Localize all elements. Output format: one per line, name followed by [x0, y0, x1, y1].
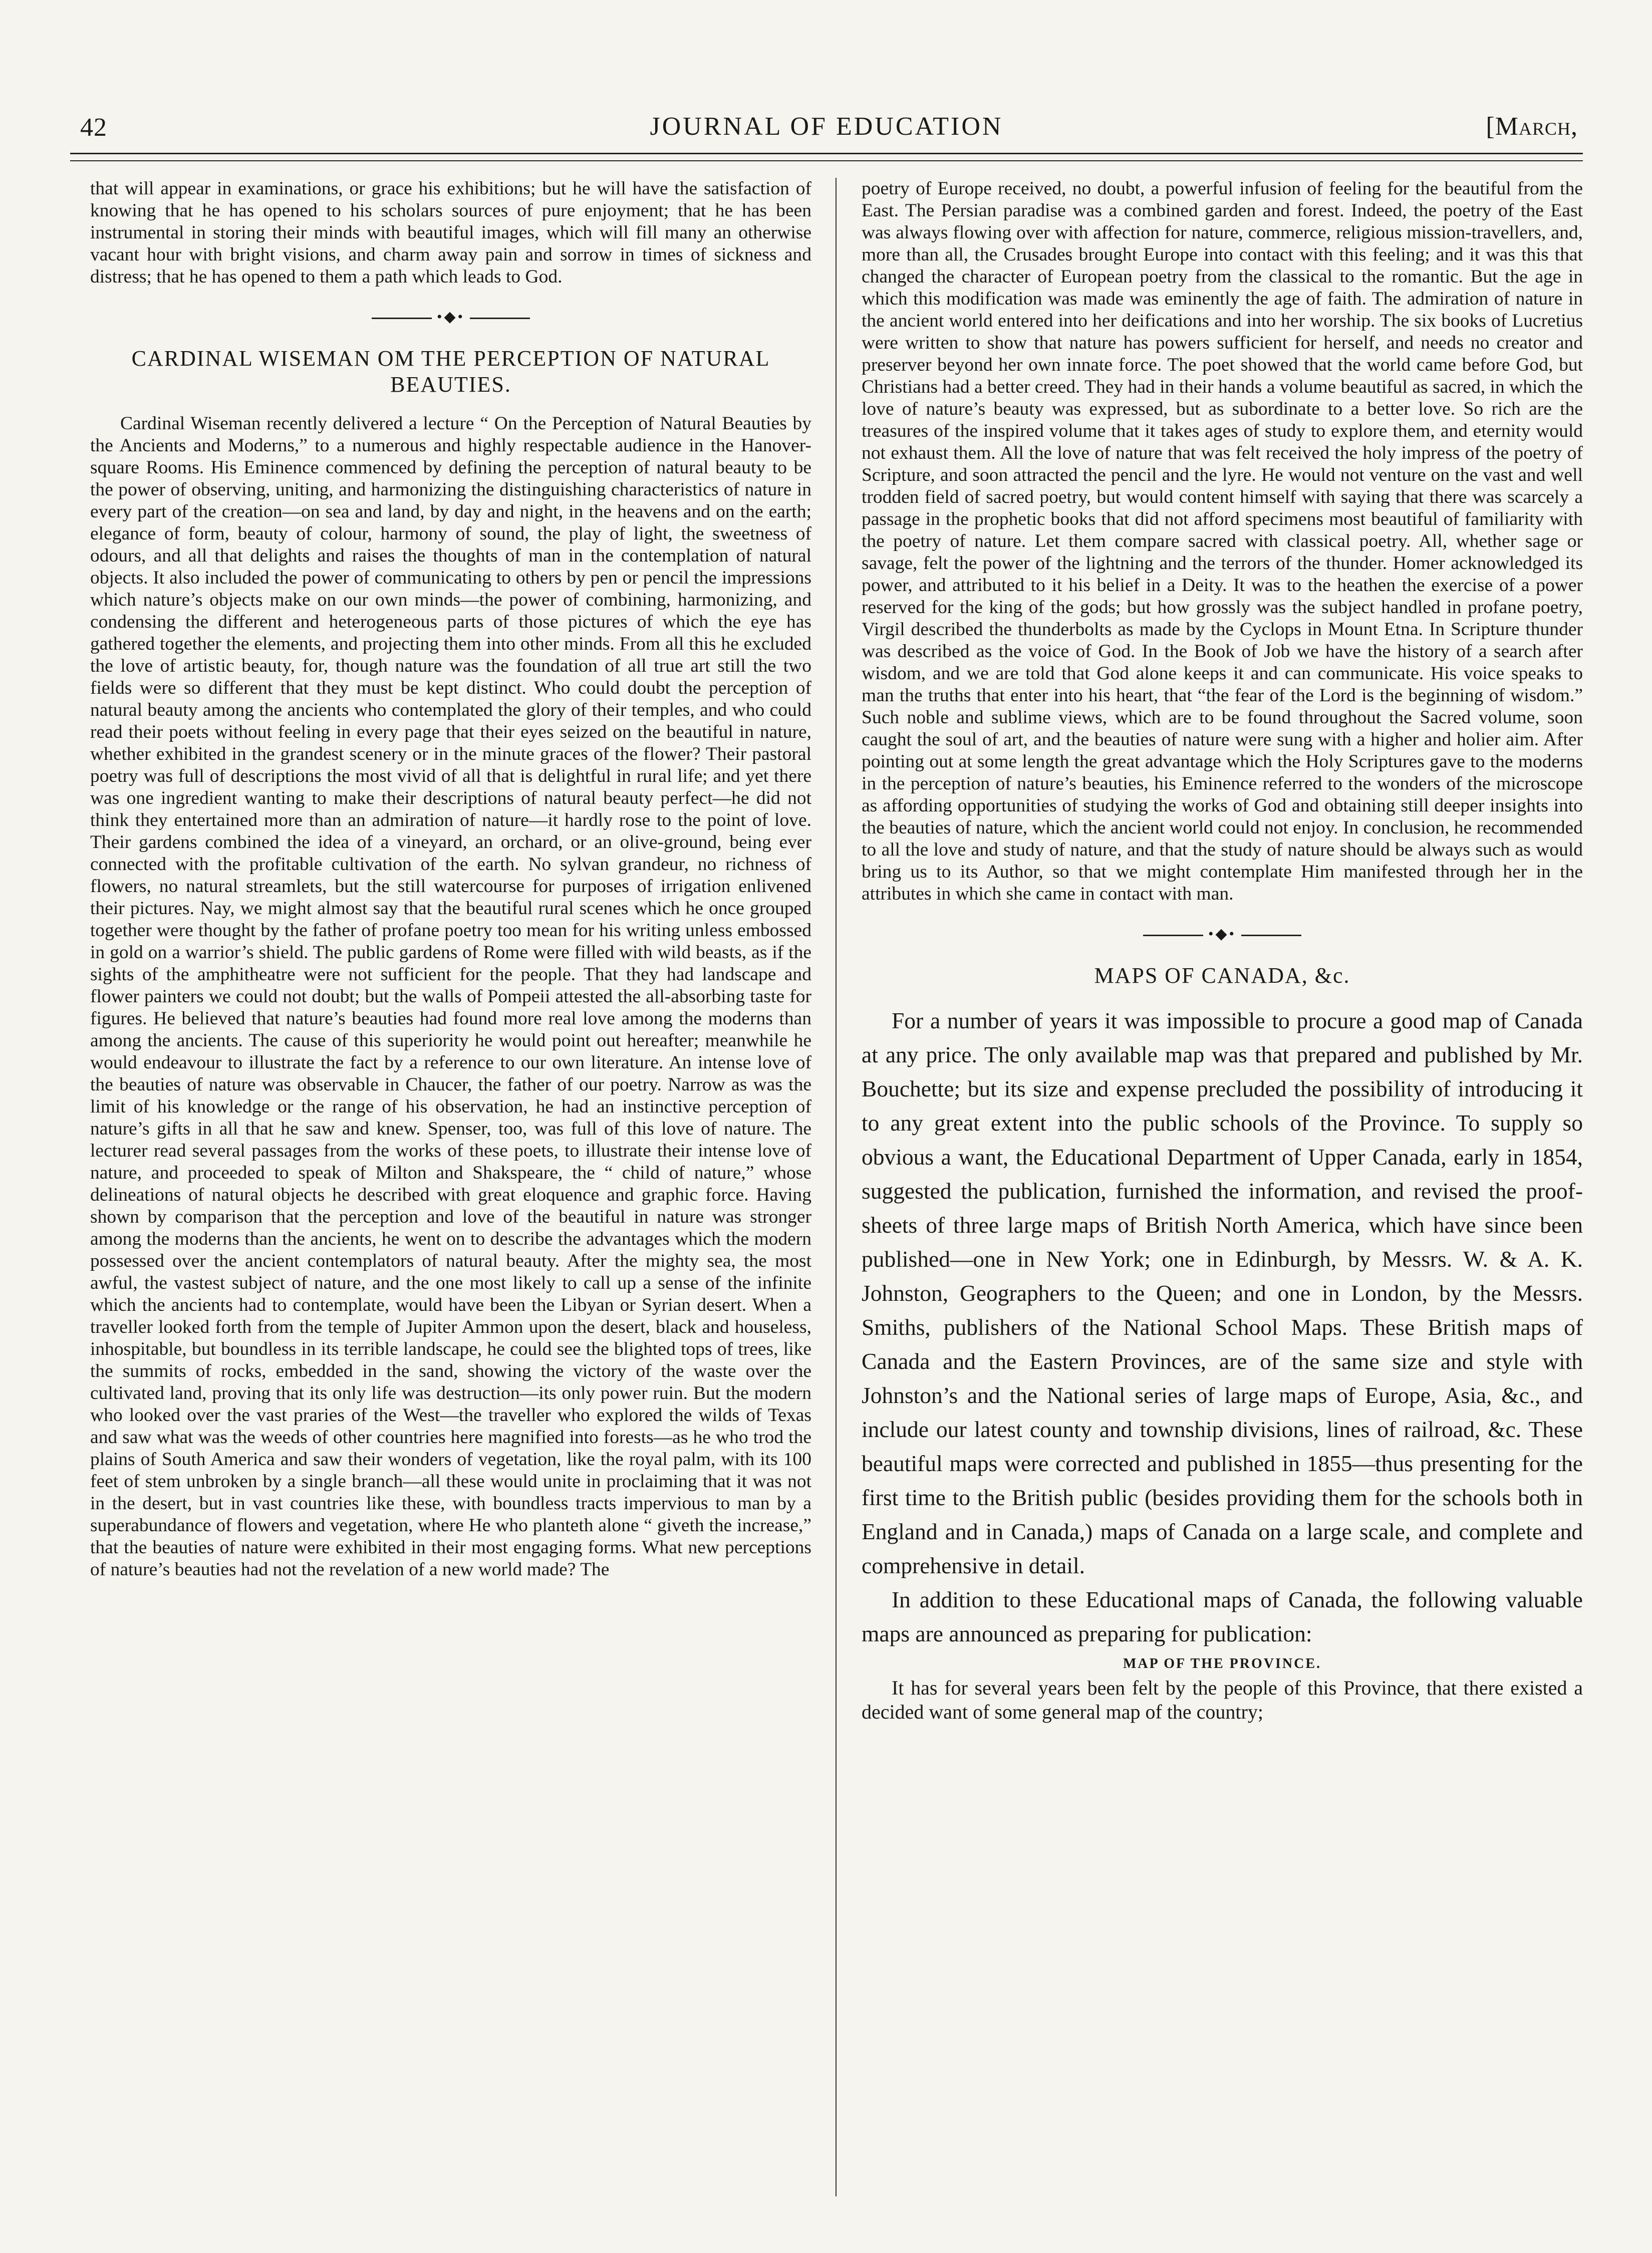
journal-title: JOURNAL OF EDUCATION: [650, 112, 1003, 141]
maps-title: MAPS OF CANADA, &c.: [1094, 963, 1350, 988]
column-divider: [836, 178, 837, 2196]
maps-paragraph-2: In addition to these Educational maps of Canada, the following valuable maps are announced as preparing for publication:: [862, 1587, 1583, 1646]
maps-paragraph-1: For a number of years it was impossible to procure a good map of Canada at any price. The only available map was that prepared and published by Mr. Bouchette; but its size and expense precluded the possibility of introducing it to any great extent into the public schools of the Province. To supply so obvious a want, the Educational Department of Upper Canada, early in 1854, suggested the publication, furnished the information, and revised the proof-sheets of three large maps of British North America, which have since been published—one in New York; one in Edinburgh, by Messrs. W. & A. K. Johnston, Geographers to the Queen; and one in London, by the Messrs. Smiths, publishers of the National School Maps. These British maps of Canada and the Eastern Provinces, are of the same size and style with Johnston’s and the National series of large maps of Europe, Asia, &c., and include our latest county and township divisions, lines of railroad, &c. These beautiful maps were corrected and published in 1855—thus presenting for the first time to the British public (besides providing them for the schools both in England and in Canada,) maps of Canada on a large scale, and complete and comprehensive in detail.: [862, 1008, 1583, 1578]
header-rule: [70, 153, 1583, 161]
divider-ornament-right: •◆•: [1208, 926, 1237, 942]
section-divider: [90, 308, 811, 326]
article-continuation: poetry of Europe received, no doubt, a powerful infusion of feeling for the beautiful from the East. The Persian paradise was a combined garden and forest. Indeed, the poetry of the East was always flowing over with affection for nature, commerce, religious mission-travellers, and, more than all, the Crusades brought Europe into contact with this feeling; and it was this that changed the character of European poetry from the classical to the romantic. But the age in which this modification was made was eminently the age of faith. The admiration of nature in the ancient world entered into her deifications and into her worship. The six books of Lucretius were written to show that nature has powers sufficient for herself, and needs no creator and preserver beyond her own innate force. The poet showed that the world came before God, but Christians had a better creed. They had in their hands a volume beautiful as sacred, in which the love of nature’s beauty was expressed, but as subordinate to a better love. So rich are the treasures of the inspired volume that it takes ages of study to explore them, and eternity would not exhaust them. All the love of nature that was felt received the holy impress of the poetry of Scripture, and soon attracted the pencil and the lyre. He would not venture on the vast and well trodden field of sacred poetry, but would content himself with saying that there was scarcely a passage in the prophetic books that did not afford specimens most beautiful of familiarity with the poetry of nature. Let them compare sacred with classical poetry. All, whether sage or savage, felt the power of the lightning and the terrors of the thunder. Homer acknowledged its power, and attributed to it his belief in a Deity. It was to the heathen the exercise of a power reserved for the king of the gods; but how grossly was the subject handled in profane poetry, Virgil described the thunderbolts as made by the Cyclops in Mount Etna. In Scripture thunder was described as the voice of God. In the Book of Job we have the history of a search after wisdom, and we are told that God alone keeps it and can communicate. His voice speaks to man the truths that enter into his heart, that “the fear of the Lord is the beginning of wisdom.” Such noble and sublime views, which are to be found throughout the Sacred volume, soon caught the soul of art, and the beauties of nature were sung with a higher and holier aim. After pointing out at some length the great advantage which the Holy Scriptures gave to the moderns in the perception of nature’s beauties, his Eminence referred to the wonders of the microscope as affording opportunities of studying the works of God and obtaining still deeper insights into the beauties of nature, which the ancient world could not enjoy. In conclusion, he recommended to all the love and study of nature, and that the study of nature should be always such as would bring us to its Author, so that we might contemplate Him manifested through her in the attributes in which she came in contact with man.: [862, 178, 1583, 904]
right-column: [862, 178, 1583, 2196]
journal-page: [70, 108, 1583, 2211]
article-body: Cardinal Wiseman recently delivered a lecture “ On the Perception of Natural Beauties by the Ancients and Moderns,” to a numerous and highly respectable audience in the Hanover-square Rooms. His Eminence commenced by defining the perception of natural beauty to be the power of observing, uniting, and harmonizing the distinguishing characteristics of nature in every part of the creation—on sea and land, by day and night, in the heavens and on the earth; elegance of form, beauty of colour, harmony of sound, the play of light, the sweetness of odours, and all that delights and raises the thoughts of man in the contemplation of natural objects. It also included the power of communicating to others by pen or pencil the impressions which nature’s objects make on our own minds—the power of combining, harmonizing, and condensing the different and heterogeneous parts of those pictures of which the eye has gathered together the elements, and projecting them into other minds. From all this he excluded the love of artistic beauty, for, though nature was the foundation of all true art still the two fields were so different that they must be kept distinct. Who could doubt the perception of natural beauty among the ancients who contemplated the glory of their temples, and who could read their poets without feeling in every page that their eyes seized on the beautiful in nature, whether exhibited in the grandest scenery or in the minute graces of the flower? Their pastoral poetry was full of descriptions the most vivid of all that is delightful in rural life; and yet there was one ingredient wanting to make their descriptions of natural beauty perfect—he did not think they entertained more than an admiration of nature—it hardly rose to the point of love. Their gardens combined the idea of a vineyard, an orchard, or an olive-ground, being ever connected with the profitable cultivation of the earth. No sylvan grandeur, no richness of flowers, no natural streamlets, but the still watercourse for purposes of irrigation enlivened their pictures. Nay, we might almost say that the beautiful rural scenes which he once grouped together were thought by the father of profane poetry too mean for his writing unless embossed in gold on a warrior’s shield. The public gardens of Rome were filled with wild beasts, as if the sights of the amphitheatre were not sufficient for the people. That they had landscape and flower painters we could not doubt; but the walls of Pompeii attested the all-absorbing taste for figures. He believed that nature’s beauties had found more real love among the moderns than among the ancients. The cause of this superiority he would point out hereafter; meanwhile he would endeavour to illustrate the fact by a reference to our own literature. An intense love of the beauties of nature was observable in Chaucer, the father of our poetry. Narrow as was the limit of his knowledge or the range of his observation, he had an instinctive perception of nature’s gifts in all that he saw and knew. Spenser, too, was full of this love of nature. The lecturer read several passages from the works of these poets, to illustrate their intense love of nature, and proceeded to speak of Milton and Shakspeare, the “ child of nature,” whose delineations of natural objects he described with great eloquence and graphic force. Having shown by comparison that the perception and love of the beautiful in nature was stronger among the moderns than the ancients, he went on to describe the advantages which the modern possessed over the ancient contemplators of natural beauty. After the mighty sea, the most awful, the vastest subject of nature, and the one most likely to call up a sense of the infinite which the ancients had to contemplate, would have been the Libyan or Syrian desert. When a traveller looked forth from the temple of Jupiter Ammon upon the desert, black and houseless, inhospitable, but boundless in its terrible landscape, he could see the blighted tops of trees, like the summits of rocks, embedded in the sand, showing the victory of the waste over the cultivated land, proving that its only life was destruction—its only power ruin. But the modern who looked over the vast praries of the West—the traveller who explored the wilds of Texas and saw what was the weeds of other countries here magnified into forests—as he who trod the plains of South America and saw their wonders of vegetation, like the royal palm, with its 100 feet of stem unbroken by a single branch—all these would unite in proclaiming that it was not in the desert, but in vast countries like these, with boundless tracts impervious to man by a superabundance of flowers and vegetation, where He who planteth alone “ giveth the increase,” that the beauties of nature were exhibited in their most engaging forms. What new perceptions of nature’s beauties had not the revelation of a new world made? The: [90, 413, 811, 1580]
section-divider-right: [862, 925, 1583, 943]
province-paragraph: It has for several years been felt by the people of this Province, that there existed a decided want of some general map of the country;: [862, 1676, 1583, 1723]
map-province-subheading: MAP OF THE PROVINCE.: [1123, 1656, 1321, 1671]
page-number: 42: [80, 113, 107, 142]
divider-ornament: •◆•: [436, 309, 465, 325]
issue-month: [March,: [1486, 112, 1578, 141]
left-column: [90, 178, 811, 2196]
article-title: CARDINAL WISEMAN OM THE PERCEPTION OF NATURAL BEAUTIES.: [131, 346, 770, 397]
opening-paragraph: that will appear in examinations, or grace his exhibitions; but he will have the satisfaction of knowing that he has opened to his scholars sources of pure enjoyment; that he has been instrumental in storing their minds with beautiful images, which will fill many an otherwise vacant hour with bright visions, and charm away pain and sorrow in times of sickness and distress; that he has opened to them a path which leads to God.: [90, 178, 811, 287]
running-header: [70, 108, 1583, 143]
